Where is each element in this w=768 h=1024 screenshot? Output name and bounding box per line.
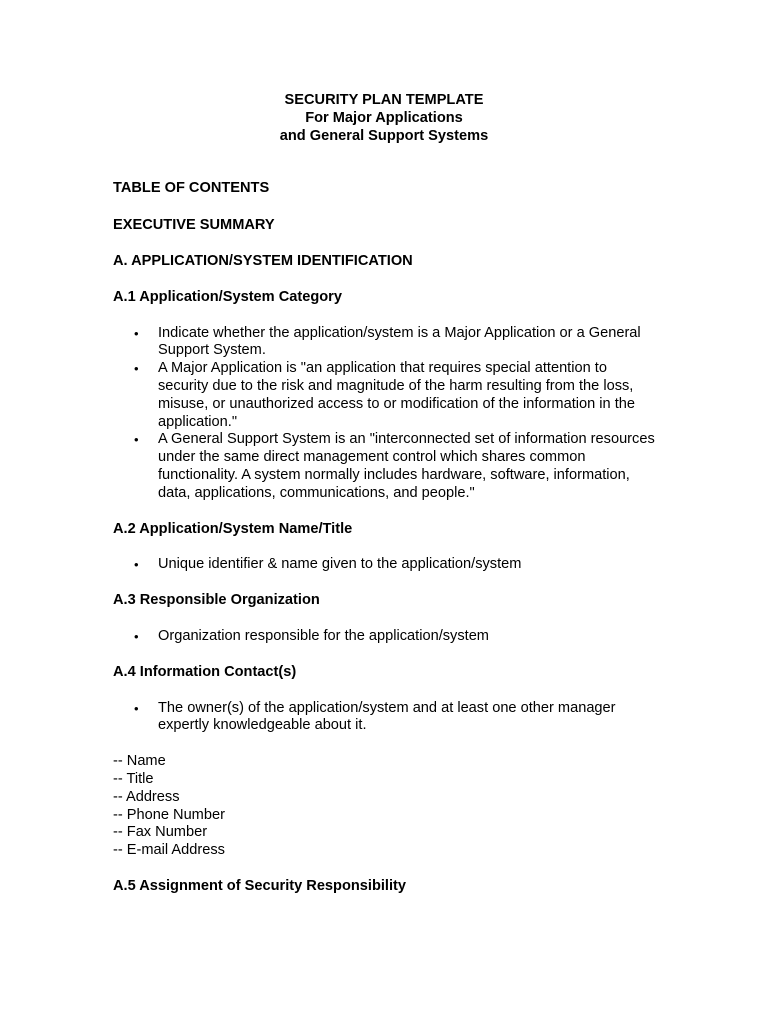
list-item-text: Organization responsible for the application/system: [158, 627, 489, 644]
contact-field-address: -- Address: [113, 788, 180, 805]
list-item: [113, 325, 658, 361]
a1-bullet-list: [113, 325, 658, 503]
list-item-text: Indicate whether the application/system is a Major Application or a General Support System.: [158, 324, 641, 359]
bullet-icon: •: [134, 557, 139, 573]
contact-field-list: [113, 753, 658, 860]
bullet-icon: •: [134, 628, 139, 644]
heading-a1: A.1 Application/System Category: [113, 288, 342, 305]
list-item: [113, 700, 658, 736]
heading-a3: A.3 Responsible Organization: [113, 592, 320, 609]
bullet-icon: •: [134, 325, 139, 341]
heading-a5: A.5 Assignment of Security Responsibility: [113, 877, 407, 894]
contact-field-name: -- Name: [113, 753, 166, 770]
list-item-text: Unique identifier & name given to the application/system: [158, 556, 522, 573]
contact-field-title: -- Title: [113, 770, 154, 787]
bullet-icon: •: [134, 700, 139, 716]
heading-table-of-contents: TABLE OF CONTENTS: [113, 180, 270, 197]
title-line-3: and General Support Systems: [279, 127, 489, 144]
heading-executive-summary: EXECUTIVE SUMMARY: [113, 217, 275, 234]
contact-field-fax: -- Fax Number: [113, 824, 208, 841]
document-page: [113, 92, 658, 896]
list-item-text: A General Support System is an "interconnected set of information resources under the same direct management control which shares common functionality. A system normally includes hardware, software, information, data, applications, communications, and people.": [158, 431, 655, 501]
contact-field-email: -- E-mail Address: [113, 842, 225, 859]
title-line-1: SECURITY PLAN TEMPLATE: [284, 92, 484, 108]
a3-bullet-list: [113, 628, 658, 646]
bullet-icon: •: [134, 361, 139, 377]
list-item: [113, 628, 658, 646]
list-item-text: A Major Application is "an application that requires special attention to security due to the risk and magnitude of the harm resulting from the loss, misuse, or unauthorized access to or modification of the information in the application.": [158, 360, 635, 430]
bullet-icon: •: [134, 432, 139, 448]
list-item: [113, 556, 658, 574]
a4-bullet-list: [113, 700, 658, 736]
heading-a2: A.2 Application/System Name/Title: [113, 520, 353, 537]
a2-bullet-list: [113, 556, 658, 574]
contact-field-phone: -- Phone Number: [113, 806, 225, 823]
list-item: [113, 431, 658, 502]
document-title: [113, 92, 655, 145]
heading-section-a: A. APPLICATION/SYSTEM IDENTIFICATION: [113, 252, 413, 269]
list-item-text: The owner(s) of the application/system and at least one other manager expertly knowledgeable about it.: [158, 699, 616, 734]
heading-a4: A.4 Information Contact(s): [113, 663, 297, 680]
title-line-2: For Major Applications: [305, 109, 463, 126]
list-item: [113, 360, 658, 431]
